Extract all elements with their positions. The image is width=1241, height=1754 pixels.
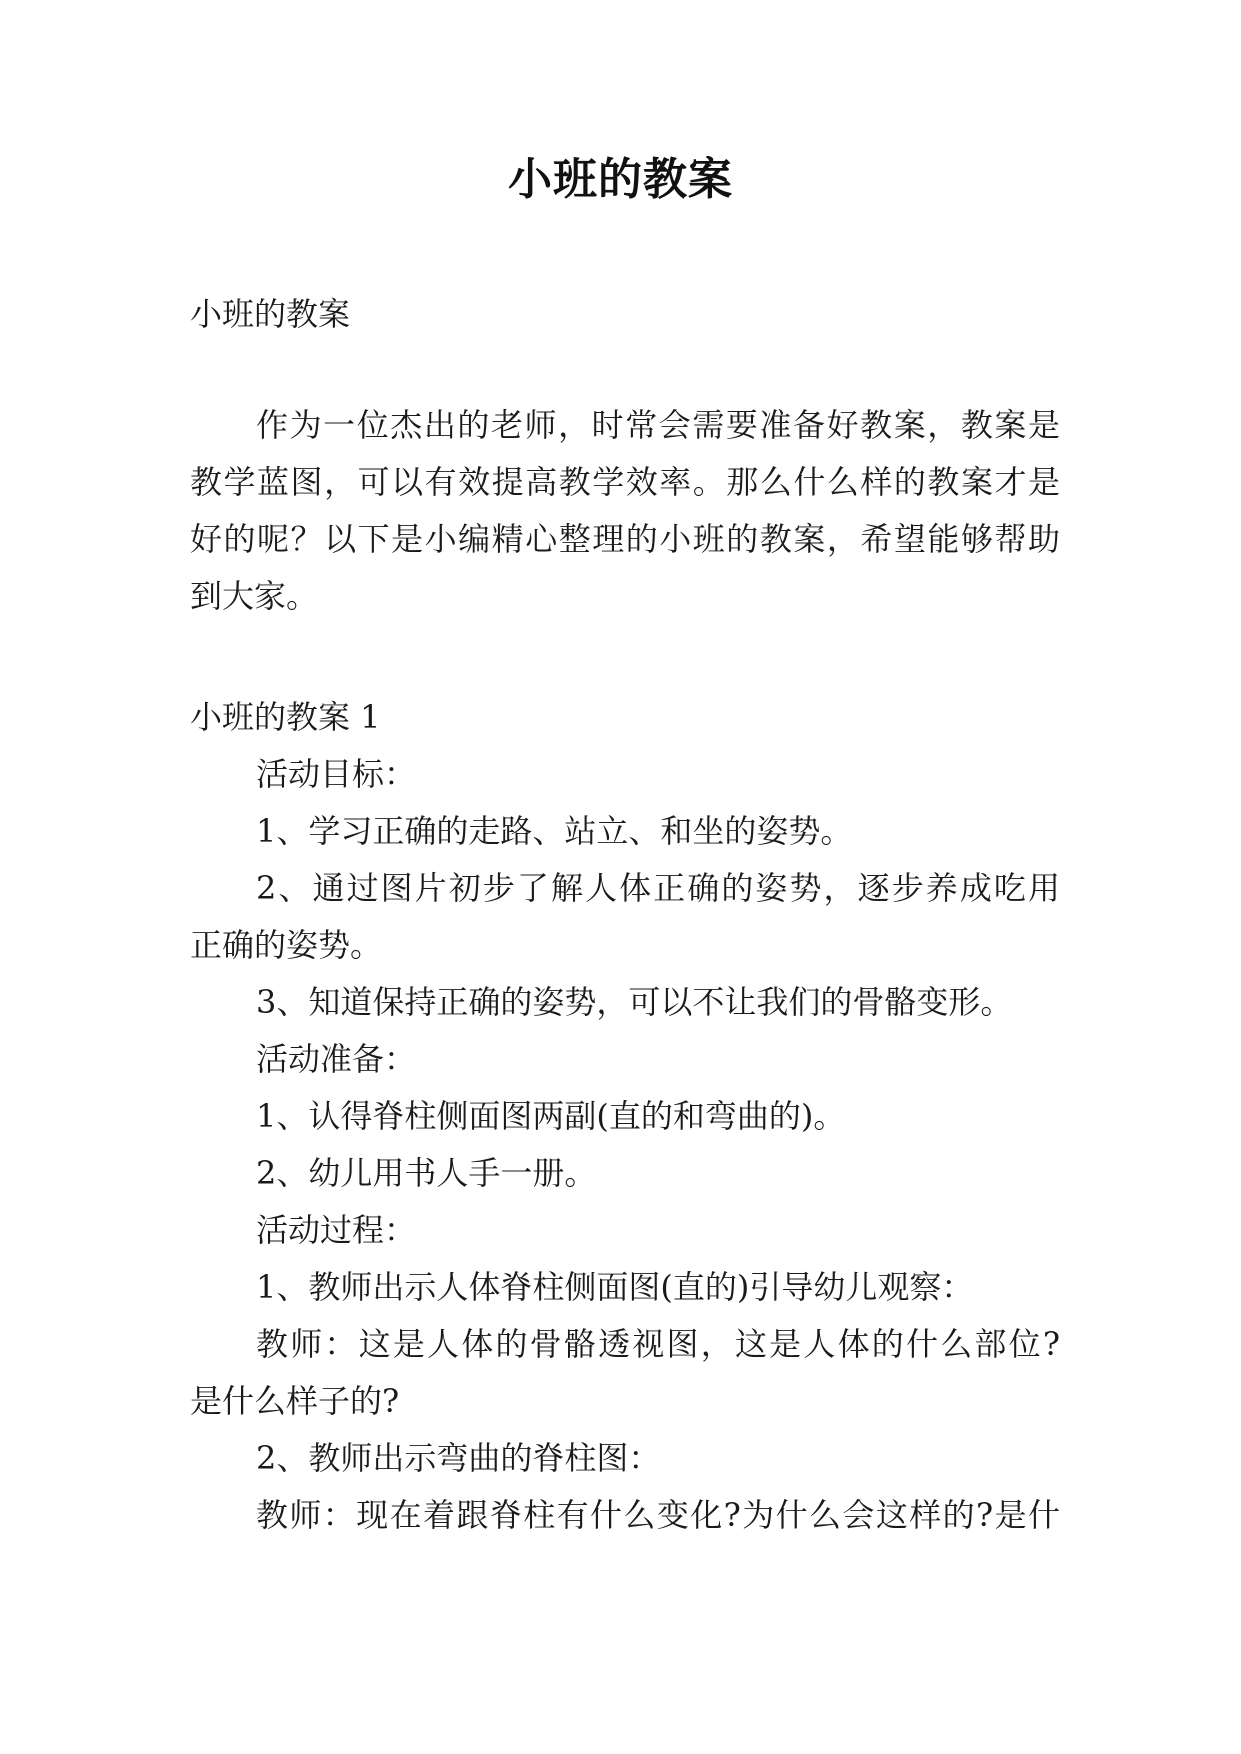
teacher-line-1-cont: 是什么样子的? [190, 1382, 400, 1420]
teacher-line-2: 教师：现在着跟脊柱有什么变化?为什么会这样的?是什 [256, 1496, 1060, 1534]
intro-line-2: 教学蓝图，可以有效提高教学效率。那么什么样的教案才是 [190, 463, 1060, 501]
goal-item-3: 3、知道保持正确的姿势，可以不让我们的骨骼变形。 [256, 983, 1013, 1021]
goal-item-1: 1、学习正确的走路、站立、和坐的姿势。 [256, 812, 853, 850]
prep-item-1: 1、认得脊柱侧面图两副(直的和弯曲的)。 [256, 1097, 846, 1135]
intro-line-1: 作为一位杰出的老师，时常会需要准备好教案，教案是 [256, 406, 1060, 444]
goal-item-2-cont: 正确的姿势。 [190, 926, 383, 964]
process-item-1: 1、教师出示人体脊柱侧面图(直的)引导幼儿观察： [256, 1268, 974, 1306]
process-item-2: 2、教师出示弯曲的脊柱图： [256, 1439, 661, 1477]
section-heading: 小班的教案 1 [190, 698, 381, 736]
prep-item-2: 2、幼儿用书人手一册。 [256, 1154, 597, 1192]
process-heading: 活动过程： [256, 1211, 417, 1249]
goal-item-2: 2、通过图片初步了解人体正确的姿势，逐步养成吃用 [256, 869, 1060, 907]
intro-line-4: 到大家。 [190, 577, 319, 615]
prep-heading: 活动准备： [256, 1040, 417, 1078]
intro-line-3: 好的呢？以下是小编精心整理的小班的教案，希望能够帮助 [190, 520, 1060, 558]
goal-heading: 活动目标： [256, 755, 417, 793]
subtitle-line: 小班的教案 [190, 295, 351, 333]
teacher-line-1: 教师：这是人体的骨骼透视图，这是人体的什么部位? [256, 1325, 1060, 1363]
document-title: 小班的教案 [508, 154, 733, 205]
